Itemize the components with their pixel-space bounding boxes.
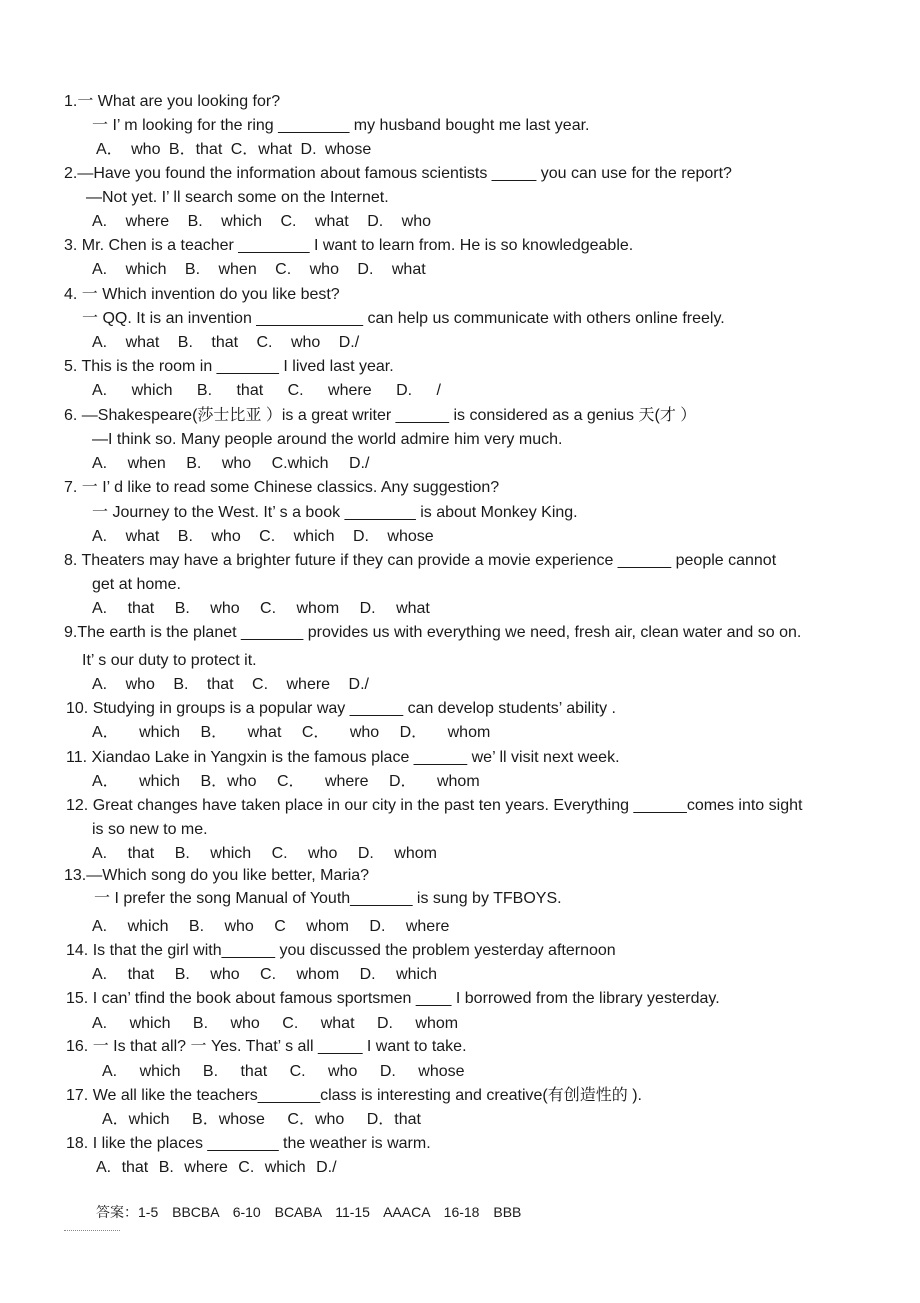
question-7-options: A. what B. who C. which D. whose xyxy=(92,528,434,545)
question-2-response: —Not yet. I’ ll search some on the Internet. xyxy=(86,189,389,206)
question-2-stem: 2.—Have you found the information about famous scientists _____ you can use for the report? xyxy=(64,165,732,182)
answer-key: 答案：1-5 BBCBA 6-10 BCABA 11-15 AAACA 16-18 BBB xyxy=(96,1204,522,1220)
question-17-stem: 17. We all like the teachers_______class is interesting and creative(有创造性的 ). xyxy=(66,1087,642,1104)
question-15-options: A. which B. who C. what D. whom xyxy=(92,1015,459,1032)
question-4-options: A. what B. that C. who D./ xyxy=(92,334,360,351)
question-15-stem: 15. I can’ tfind the book about famous sportsmen ____ I borrowed from the library yesterday. xyxy=(66,990,720,1007)
question-7-response: 一 Journey to the West. It’ s a book ________ is about Monkey King. xyxy=(92,504,578,521)
question-1-response: 一 I’ m looking for the ring ________ my husband bought me last year. xyxy=(92,117,590,134)
question-16-stem: 16. 一 Is that all? 一 Yes. That’ s all _____ I want to take. xyxy=(66,1038,467,1055)
question-11-options: A． which B．who C． where D． whom xyxy=(92,773,480,790)
question-10-options: A． which B． what C． who D． whom xyxy=(92,724,491,741)
question-14-options: A. that B. who C. whom D. which xyxy=(92,966,437,983)
question-4-stem: 4. 一 Which invention do you like best? xyxy=(64,286,340,303)
question-12-stem: 12. Great changes have taken place in our city in the past ten years. Everything ______comes into sight xyxy=(66,797,803,814)
footer-dotted-rule xyxy=(64,1230,120,1231)
question-6-options: A. when B. who C.which D./ xyxy=(92,455,370,472)
question-6-response: —I think so. Many people around the world admire him very much. xyxy=(92,431,563,448)
question-3-options: A. which B. when C. who D. what xyxy=(92,261,426,278)
question-9-options: A. who B. that C. where D./ xyxy=(92,676,369,693)
question-12-stem-continued: is so new to me. xyxy=(92,821,208,838)
question-8-options: A. that B. who C. whom D. what xyxy=(92,600,430,617)
question-8-stem-continued: get at home. xyxy=(92,576,181,593)
question-11-stem: 11. Xiandao Lake in Yangxin is the famous place ______ we’ ll visit next week. xyxy=(66,749,620,766)
question-5-options: A. which B. that C. where D. / xyxy=(92,382,441,399)
question-16-options: A. which B. that C. who D. whose xyxy=(102,1063,465,1080)
question-1-options: A． who B．that C．what D. whose xyxy=(96,141,372,158)
question-13-options: A. which B. who C whom D. where xyxy=(92,918,450,935)
question-10-stem: 10. Studying in groups is a popular way ______ can develop students’ ability . xyxy=(66,700,616,717)
question-7-stem: 7. 一 I’ d like to read some Chinese classics. Any suggestion? xyxy=(64,479,500,496)
question-4-response: 一 QQ. It is an invention ____________ can help us communicate with others online freely. xyxy=(82,310,725,327)
question-13-response: 一 I prefer the song Manual of Youth_______ is sung by TFBOYS. xyxy=(94,890,562,907)
question-14-stem: 14. Is that the girl with______ you discussed the problem yesterday afternoon xyxy=(66,942,616,959)
question-9-stem: 9.The earth is the planet _______ provides us with everything we need, fresh air, clean water and so on. xyxy=(64,624,802,641)
question-17-options: A．which B．whose C．who D．that xyxy=(102,1111,421,1128)
question-9-stem-continued: It’ s our duty to protect it. xyxy=(82,652,257,669)
question-8-stem: 8. Theaters may have a brighter future if they can provide a movie experience ______ people cannot xyxy=(64,552,777,569)
question-18-options: A. that B. where C. which D./ xyxy=(96,1159,337,1176)
question-12-options: A. that B. which C. who D. whom xyxy=(92,845,437,862)
question-18-stem: 18. I like the places ________ the weather is warm. xyxy=(66,1135,431,1152)
question-13-stem: 13.—Which song do you like better, Maria? xyxy=(64,867,370,884)
question-2-options: A. where B. which C. what D. who xyxy=(92,213,431,230)
question-1-stem: 1.一 What are you looking for? xyxy=(64,93,281,110)
question-3-stem: 3. Mr. Chen is a teacher ________ I want to learn from. He is so knowledgeable. xyxy=(64,237,634,254)
question-5-stem: 5. This is the room in _______ I lived last year. xyxy=(64,358,394,375)
question-6-stem: 6. —Shakespeare(莎士比亚 ）is a great writer ______ is considered as a genius 天(才 ） xyxy=(64,407,697,424)
